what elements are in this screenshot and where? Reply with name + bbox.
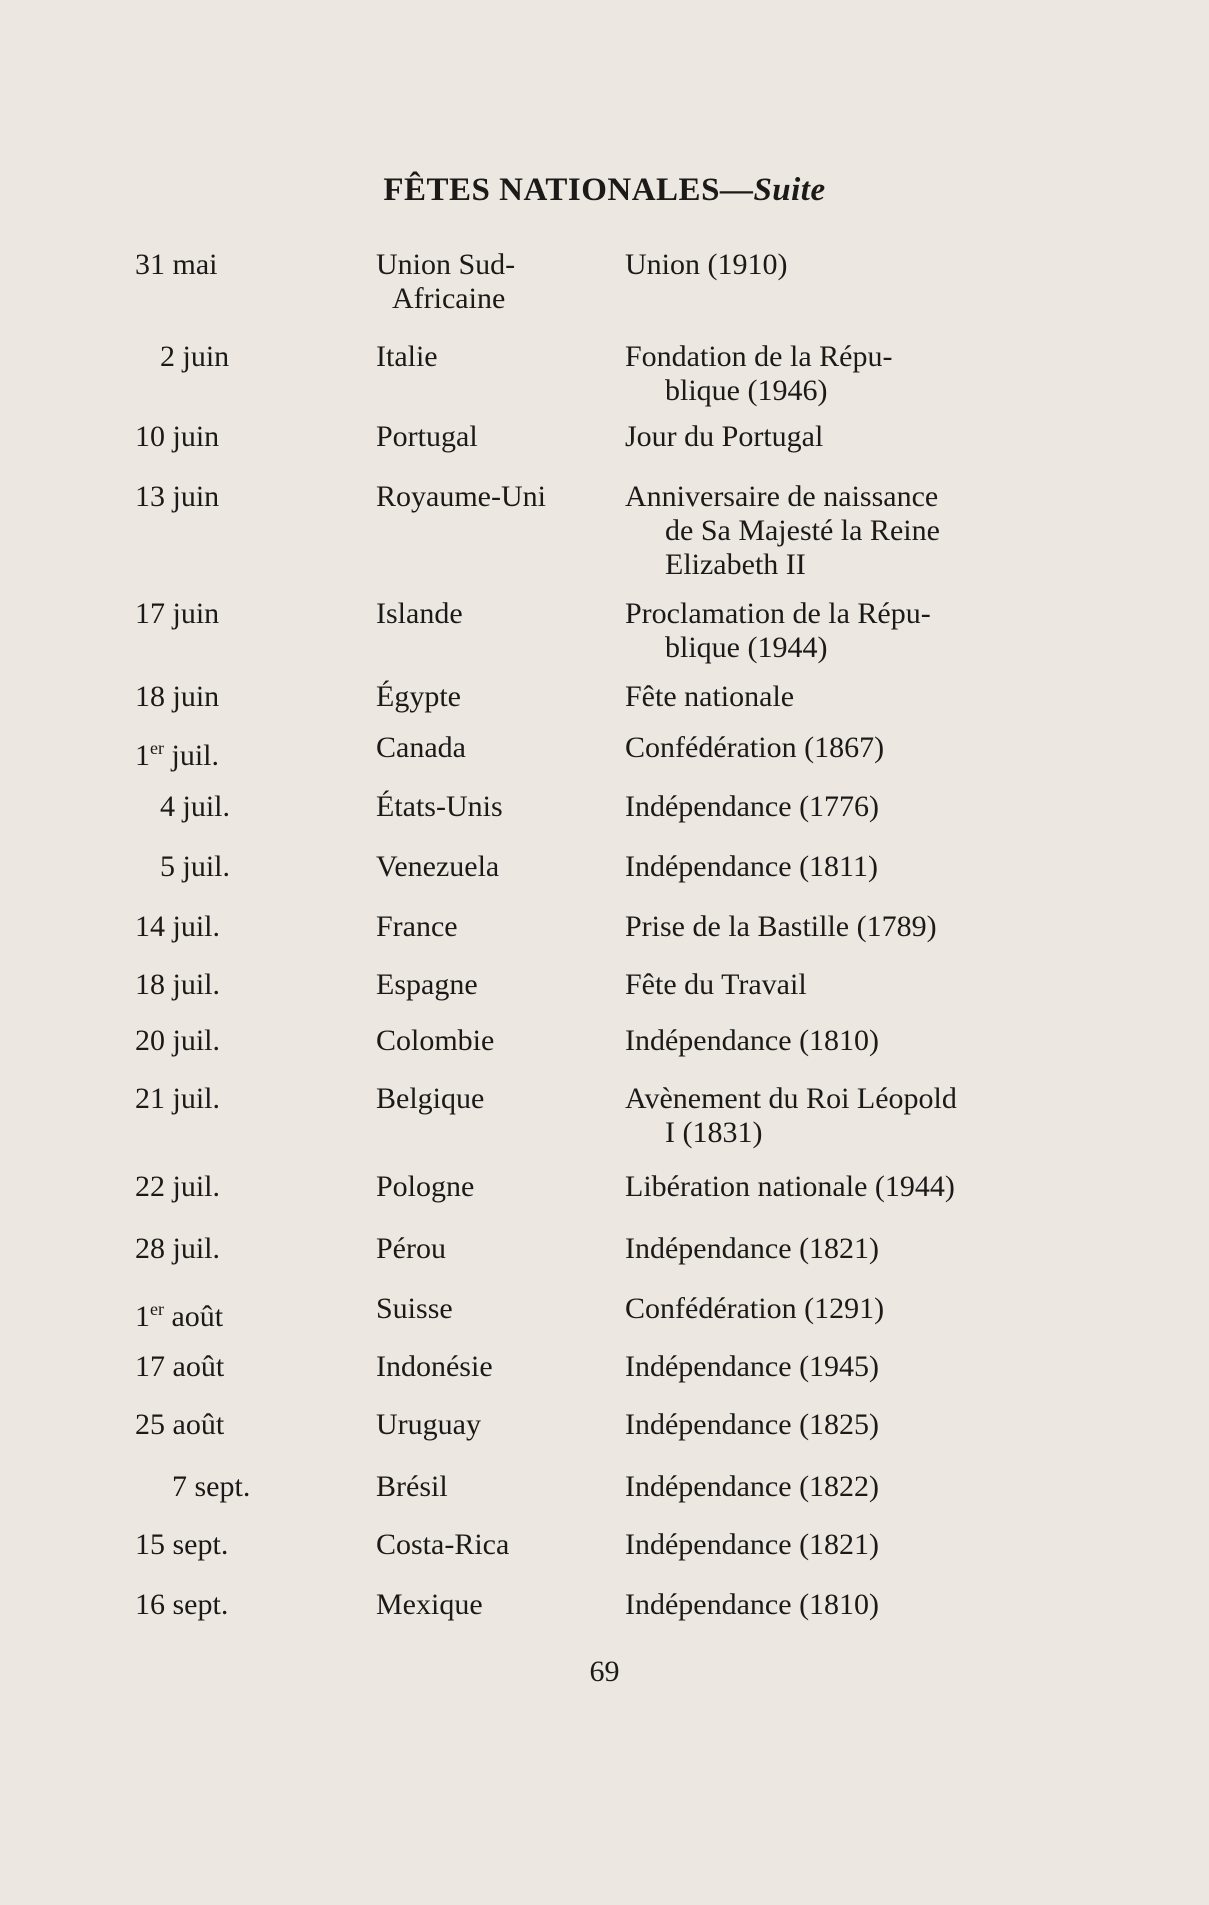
country-cell — [376, 1350, 616, 1384]
country-cell — [376, 790, 616, 824]
date-cell: 13 juin — [135, 480, 220, 513]
country-line: Islande — [376, 597, 463, 630]
country-cell — [376, 248, 616, 316]
event-line-continued: de Sa Majesté la Reine — [665, 514, 940, 547]
event-cell — [625, 1470, 1058, 1504]
country-cell — [376, 1232, 616, 1266]
event-line: Confédération (1867) — [625, 731, 885, 764]
event-cell — [625, 1170, 1058, 1204]
event-line: Fête nationale — [625, 680, 795, 713]
event-cell — [625, 1232, 1058, 1266]
country-cell — [376, 850, 616, 884]
country-cell — [376, 910, 616, 944]
event-line: Indépendance (1825) — [625, 1408, 880, 1441]
country-cell — [376, 1024, 616, 1058]
country-cell — [376, 420, 616, 454]
date-cell: 14 juil. — [135, 910, 221, 943]
page-number: 69 — [589, 1655, 620, 1688]
date-cell: 18 juil. — [135, 968, 221, 1001]
country-line: Colombie — [376, 1024, 495, 1057]
event-line: Indépendance (1810) — [625, 1588, 880, 1621]
country-line: Indonésie — [376, 1350, 493, 1383]
country-cell — [376, 1528, 616, 1562]
date-cell: 31 mai — [135, 248, 218, 281]
country-line: Espagne — [376, 968, 478, 1001]
date-cell: 1er août — [135, 1299, 224, 1333]
event-line: Indépendance (1776) — [625, 790, 880, 823]
event-line: Avènement du Roi Léopold — [625, 1082, 957, 1115]
event-cell — [625, 731, 1058, 765]
date-cell: 16 sept. — [135, 1588, 229, 1621]
country-line-continued: Africaine — [392, 282, 506, 315]
country-line: Pérou — [376, 1232, 446, 1265]
event-cell — [625, 340, 1058, 408]
title-main: FÊTES NATIONALES— — [383, 172, 754, 208]
country-cell — [376, 968, 616, 1002]
country-cell — [376, 1170, 616, 1204]
country-line: Belgique — [376, 1082, 485, 1115]
event-cell — [625, 790, 1058, 824]
event-cell — [625, 850, 1058, 884]
country-line: Venezuela — [376, 850, 500, 883]
country-line: Union Sud- — [376, 248, 516, 281]
country-cell — [376, 340, 616, 374]
event-line: Anniversaire de naissance — [625, 480, 939, 513]
event-line-continued: Elizabeth II — [665, 548, 806, 581]
date-cell: 5 juil. — [160, 850, 231, 883]
event-line: Union (1910) — [625, 248, 788, 281]
date-cell: 4 juil. — [160, 790, 231, 823]
date-cell: 25 août — [135, 1408, 225, 1441]
date-cell: 28 juil. — [135, 1232, 221, 1265]
event-cell — [625, 1082, 1058, 1150]
country-line: Suisse — [376, 1292, 453, 1325]
country-cell — [376, 597, 616, 631]
event-cell — [625, 597, 1058, 665]
event-line-continued: blique (1944) — [665, 631, 828, 664]
event-cell — [625, 480, 1058, 582]
country-cell — [376, 480, 616, 514]
country-cell — [376, 1470, 616, 1504]
event-line: Jour du Portugal — [625, 420, 824, 453]
event-cell — [625, 248, 1058, 282]
event-line: Indépendance (1821) — [625, 1528, 880, 1561]
country-cell — [376, 1082, 616, 1116]
event-line: Indépendance (1811) — [625, 850, 878, 883]
event-line: Libération nationale (1944) — [625, 1170, 955, 1203]
country-cell — [376, 731, 616, 765]
country-line: Brésil — [376, 1470, 448, 1503]
date-cell: 7 sept. — [172, 1470, 251, 1503]
country-cell — [376, 1588, 616, 1622]
country-line: Pologne — [376, 1170, 475, 1203]
date-cell: 18 juin — [135, 680, 220, 713]
event-line: Prise de la Bastille (1789) — [625, 910, 937, 943]
event-cell — [625, 1528, 1058, 1562]
date-cell: 20 juil. — [135, 1024, 221, 1057]
event-cell — [625, 1408, 1058, 1442]
event-line: Confédération (1291) — [625, 1292, 885, 1325]
country-line: Égypte — [376, 680, 461, 713]
date-cell: 22 juil. — [135, 1170, 221, 1203]
country-line: Canada — [376, 731, 466, 764]
date-cell: 1er juil. — [135, 738, 219, 772]
date-cell: 21 juil. — [135, 1082, 221, 1115]
event-cell — [625, 680, 1058, 714]
country-line: France — [376, 910, 458, 943]
country-cell — [376, 1292, 616, 1326]
event-line: Fondation de la Répu- — [625, 340, 893, 373]
country-cell — [376, 680, 616, 714]
country-line: Uruguay — [376, 1408, 481, 1441]
event-cell — [625, 1024, 1058, 1058]
event-line: Indépendance (1821) — [625, 1232, 880, 1265]
country-cell — [376, 1408, 616, 1442]
event-cell — [625, 1292, 1058, 1326]
event-cell — [625, 910, 1058, 944]
event-cell — [625, 1350, 1058, 1384]
event-line-continued: blique (1946) — [665, 374, 828, 407]
date-cell: 17 août — [135, 1350, 225, 1383]
country-line: Portugal — [376, 420, 478, 453]
date-cell: 2 juin — [160, 340, 230, 373]
event-line: Proclamation de la Répu- — [625, 597, 931, 630]
country-line: Italie — [376, 340, 438, 373]
event-line: Indépendance (1810) — [625, 1024, 880, 1057]
country-line: Costa-Rica — [376, 1528, 510, 1561]
event-line: Indépendance (1945) — [625, 1350, 880, 1383]
event-cell — [625, 420, 1058, 454]
event-cell — [625, 1588, 1058, 1622]
date-cell: 17 juin — [135, 597, 220, 630]
title-suite: Suite — [753, 172, 826, 208]
event-line: Indépendance (1822) — [625, 1470, 880, 1503]
country-line: Mexique — [376, 1588, 483, 1621]
event-line: Fête du Travail — [625, 968, 807, 1001]
event-cell — [625, 968, 1058, 1002]
country-line: Royaume-Uni — [376, 480, 546, 513]
country-line: États-Unis — [376, 790, 503, 823]
page-title — [0, 172, 1209, 209]
date-cell: 10 juin — [135, 420, 220, 453]
event-line-continued: I (1831) — [665, 1116, 763, 1149]
date-cell: 15 sept. — [135, 1528, 229, 1561]
